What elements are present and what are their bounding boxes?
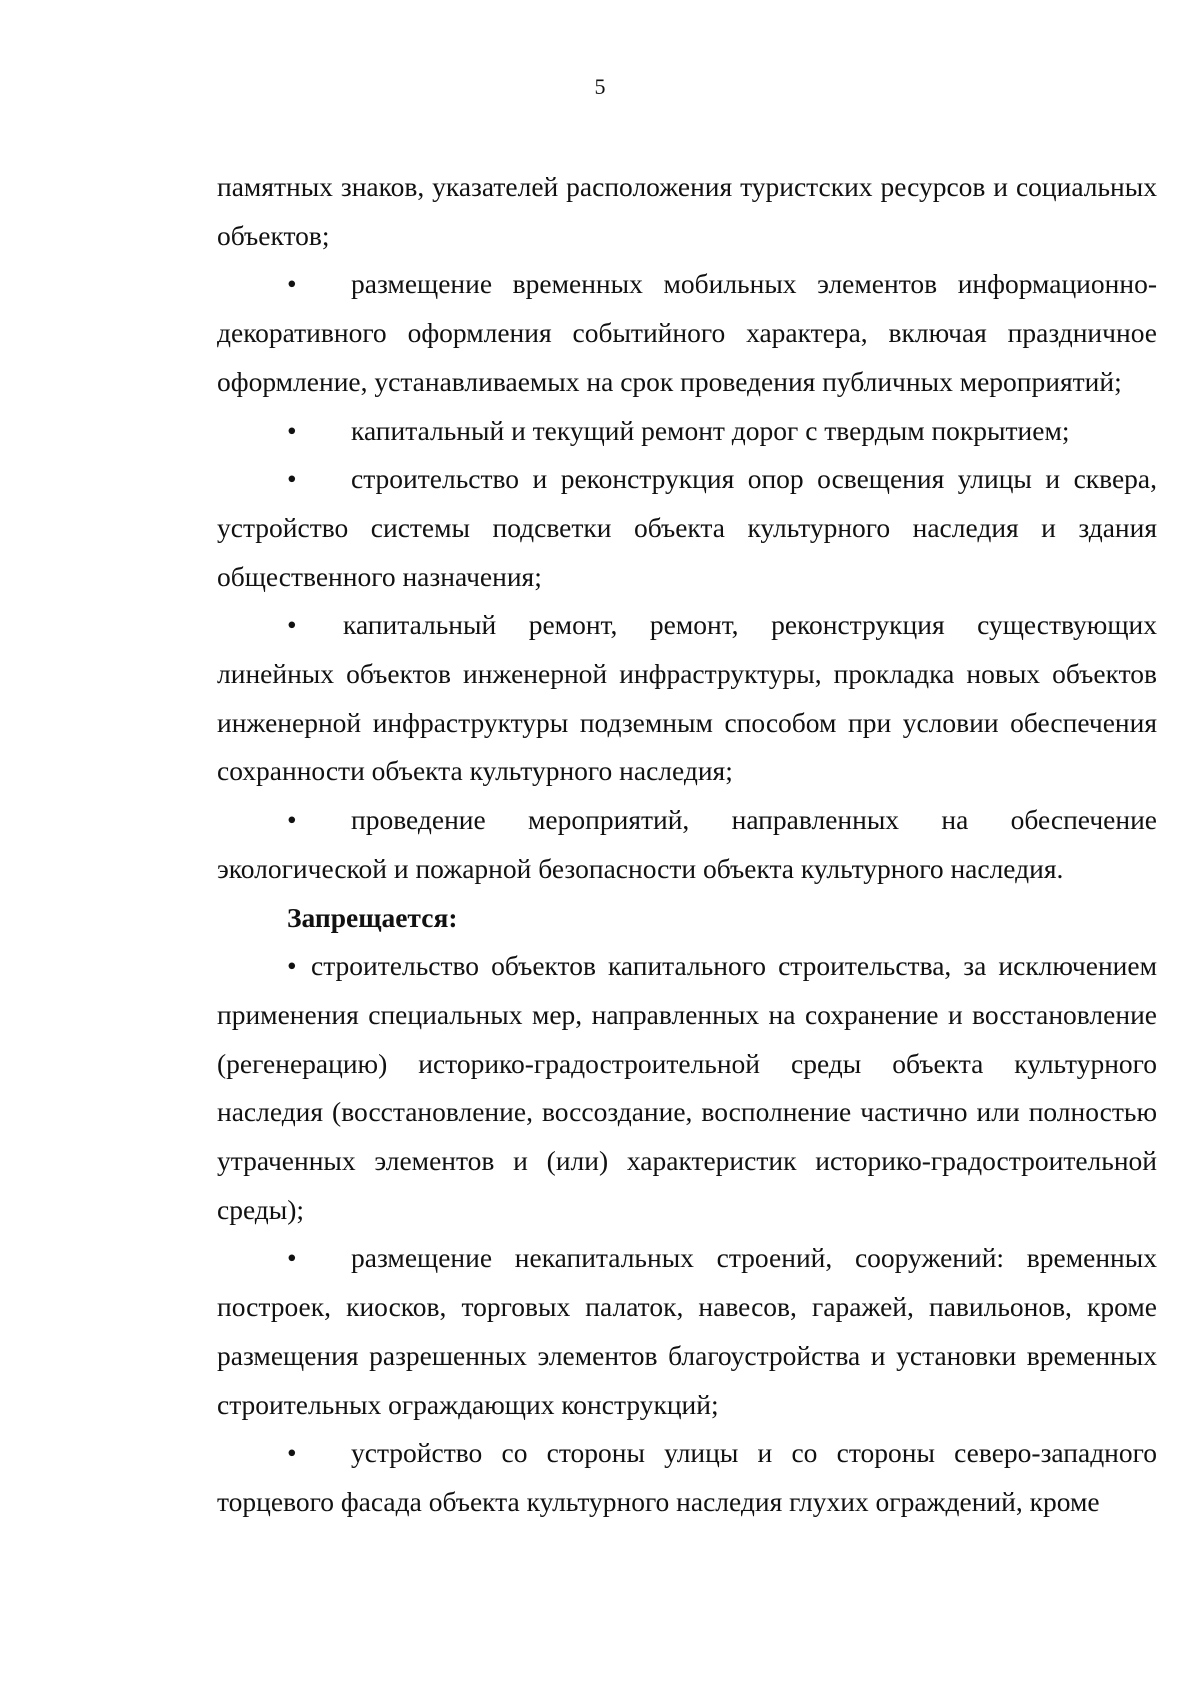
bullet-icon: • [287,609,297,641]
bullet-icon: • [287,1242,297,1274]
list-item [217,601,1157,796]
list-item [217,1429,1157,1526]
document-body [217,163,1157,1527]
list-item-text: капитальный ремонт, ремонт, реконструкция существующих линейных объектов инженерной инфраструктуры, прокладка новых объектов инженерной инфраструктуры подземным способом при условии обеспечения сохранности объекта культурного наследия; [217,609,1157,787]
paragraph-continuation: памятных знаков, указателей расположения туристских ресурсов и социальных объектов; [217,171,1157,251]
list-item-text: проведение мероприятий, направленных на обеспечение экологической и пожарной безопасности объекта культурного наследия. [217,804,1157,884]
list-item-text: капитальный и текущий ремонт дорог с твердым покрытием; [351,414,1070,446]
bullet-icon: • [287,463,297,495]
list-item-text: устройство со стороны улицы и со стороны северо-западного торцевого фасада объекта культурного наследия глухих ограждений, кроме [217,1437,1157,1517]
bullet-icon: • [287,804,297,836]
list-item [217,455,1157,601]
section-heading: Запрещается: [287,901,458,933]
bullet-icon: • [287,414,297,446]
page-number: 5 [594,74,606,99]
bullet-icon: • [287,950,297,982]
list-item-text: размещение временных мобильных элементов информационно-декоративного оформления событийного характера, включая праздничное оформление, устанавливаемых на срок проведения публичных мероприятий; [217,268,1157,397]
bullet-icon: • [287,268,297,300]
list-item [217,796,1157,893]
list-item [217,942,1157,1234]
list-item [217,260,1157,406]
list-item-text: строительство и реконструкция опор освещения улицы и сквера, устройство системы подсветки объекта культурного наследия и здания общественного назначения; [217,463,1157,592]
list-item [217,1234,1157,1429]
bullet-icon: • [287,1437,297,1469]
list-item [217,407,1157,456]
list-item-text: строительство объектов капитального строительства, за исключением применения специальных мер, направленных на сохранение и восстановление (регенерацию) историко-градостроительной среды объекта культурного наследия (восстановление, воссоздание, восполнение частично или полностью утраченных элементов и (или) характеристик историко-градостроительной среды); [217,950,1157,1225]
list-item-text: размещение некапитальных строений, сооружений: временных построек, киосков, торговых палаток, навесов, гаражей, павильонов, кроме размещения разрешенных элементов благоустройства и установки временных строительных ограждающих конструкций; [217,1242,1157,1420]
